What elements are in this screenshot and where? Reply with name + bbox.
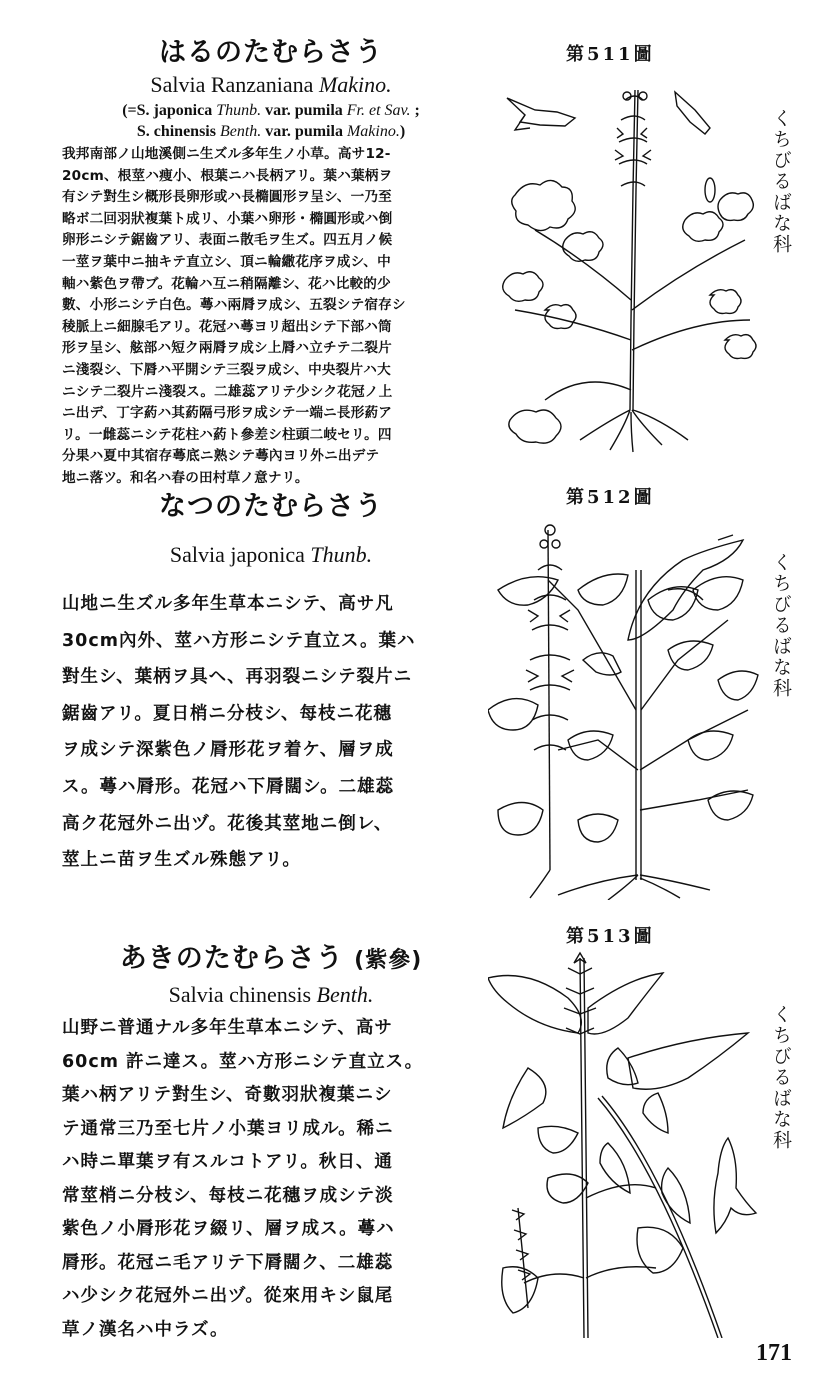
description-line: 我邦南部ノ山地溪側ニ生ズル多年生ノ小草。高サ12- — [62, 146, 391, 162]
family-label: くちびるばな科 — [770, 552, 792, 699]
description-line: 形ヲ呈シ、舷部ハ短ク兩脣ヲ成シ上脣ハ立チテ二裂片 — [62, 340, 392, 357]
kanji-name: (紫參) — [354, 948, 423, 973]
scientific-name — [62, 542, 480, 568]
description-line: 分果ハ夏中其宿存蕚底ニ熟シテ蕚內ヨリ外ニ出デテ — [62, 448, 380, 465]
entry-akinotamurasou — [62, 942, 480, 1347]
scientific-name — [62, 72, 480, 98]
synonym-line — [62, 121, 480, 142]
description-line: 數、小形ニシテ白色。蕚ハ兩脣ヲ成シ、五裂シテ宿存シ — [62, 297, 406, 314]
description-line: 稜脈上ニ細腺毛アリ。花冠ハ蕚ヨリ超出シテ下部ハ筒 — [62, 318, 392, 335]
description-line: 高ク花冠外ニ出ヅ。花後其莖地ニ倒レ、 — [62, 813, 393, 834]
family-label: くちびるばな科 — [770, 1004, 792, 1151]
description — [62, 1012, 480, 1347]
synonym-author: Thunb. — [216, 102, 262, 119]
description-line: 草ノ漢名ハ中ラズ。 — [62, 1319, 229, 1340]
figure-label: 第512圖 — [566, 487, 655, 508]
japanese-name: なつのたむらさう — [159, 491, 383, 522]
synonym-text: S. chinensis — [136, 123, 220, 140]
description-line: 30cm內外、莖ハ方形ニシテ直立ス。葉ハ — [62, 630, 416, 651]
family-label: くちびるばな科 — [770, 108, 792, 255]
figure-label: 第511圖 — [566, 44, 655, 65]
description-line: リ。一雌蕊ニシテ花柱ハ葯ト參差シ柱頭二岐セリ。四 — [62, 426, 392, 443]
description-line: 60cm 許ニ達ス。莖ハ方形ニシテ直立ス。 — [62, 1051, 424, 1072]
japanese-name-row — [62, 942, 480, 978]
author: Benth. — [316, 982, 374, 1007]
description-line: ニ出デ、丁字葯ハ其葯隔弓形ヲ成シテ一端ニ長形葯ア — [62, 405, 393, 422]
figure-label: 第513圖 — [566, 926, 655, 947]
plant-drawing-icon — [488, 510, 763, 900]
japanese-name: はるのたむらさう — [159, 37, 383, 68]
description — [62, 586, 480, 879]
description-line: 紫色ノ小脣形花ヲ綴リ、層ヲ成ス。蕚ハ — [62, 1219, 395, 1239]
description-line: ニ淺裂シ、下脣ハ平開シテ三裂ヲ成シ、中央裂片ハ大 — [62, 361, 391, 378]
description-line: 脣形。花冠ニ毛アリテ下脣闊ク、二雄蕊 — [62, 1252, 394, 1273]
synonym-author: Makino. — [346, 123, 400, 140]
description-line: 有シテ對生シ概形長卵形或ハ長橢圓形ヲ呈シ、一乃至 — [62, 189, 392, 206]
author: Thunb. — [310, 542, 373, 567]
plant-drawing-icon — [488, 948, 768, 1338]
genus-species: Salvia japonica — [169, 542, 305, 567]
description-line: 常莖梢ニ分枝シ、每枝ニ花穗ヲ成シテ淡 — [62, 1185, 394, 1206]
author: Makino. — [318, 72, 392, 97]
description-line: 20cm、根莖ハ痩小、根葉ニハ長柄アリ。葉ハ葉柄ヲ — [62, 167, 393, 184]
synonym-text: (=S. japonica — [122, 102, 217, 119]
description-line: 一莖ヲ葉中ニ抽キテ直立シ、頂ニ輪繖花序ヲ成シ、中 — [62, 253, 391, 270]
description-line: 鋸齒アリ。夏日梢ニ分枝シ、每枝ニ花穗 — [62, 703, 393, 724]
description-line: テ通常三乃至七片ノ小葉ヨリ成ル。稀ニ — [62, 1118, 394, 1139]
scientific-name — [62, 982, 480, 1008]
entry-natsunotamurasou — [62, 490, 480, 879]
plant-illustration-511 — [495, 70, 760, 460]
description-line: 卵形ニシテ鋸齒アリ、表面ニ散毛ヲ生ズ。四五月ノ候 — [62, 232, 393, 249]
page-number: 171 — [756, 1340, 792, 1366]
description-line: 山野ニ普通ナル多年生草本ニシテ、高サ — [62, 1018, 393, 1038]
synonym-text: ) — [399, 123, 406, 140]
description-line: ハ時ニ單葉ヲ有スルコトアリ。秋日、通 — [62, 1152, 393, 1172]
synonym-text: var. pumila — [261, 102, 347, 119]
synonym-text: ; — [410, 102, 420, 119]
description-line: 略ボ二回羽狀複葉ト成リ、小葉ハ卵形・橢圓形或ハ倒 — [62, 210, 393, 227]
description-line: ハ少シク花冠外ニ出ヅ。從來用キシ鼠尾 — [62, 1286, 394, 1306]
synonym-author: Benth. — [219, 123, 262, 140]
synonym-text: var. pumila — [261, 123, 347, 140]
description — [62, 144, 480, 490]
synonym-author: Fr. et Sav. — [346, 102, 411, 119]
genus-species: Salvia chinensis — [168, 982, 312, 1007]
japanese-name: あきのたむらさう — [119, 943, 344, 974]
description-line: 對生シ、葉柄ヲ具ヘ、再羽裂ニシテ裂片ニ — [62, 667, 413, 688]
description-line: 葉ハ柄アリテ對生シ、奇數羽狀複葉ニシ — [62, 1085, 393, 1105]
description-line: 山地ニ生ズル多年生草本ニシテ、高サ凡 — [62, 594, 394, 614]
synonym-line — [62, 100, 480, 121]
description-line: ス。蕚ハ脣形。花冠ハ下脣闊シ。二雄蕊 — [62, 776, 395, 797]
entry-harunotamurasou — [62, 36, 480, 490]
description-line: ヲ成シテ深紫色ノ脣形花ヲ着ケ、層ヲ成 — [62, 740, 394, 761]
plant-illustration-513 — [488, 948, 768, 1338]
genus-species: Salvia Ranzaniana — [150, 72, 314, 97]
description-line: 地ニ落ツ。和名ハ春の田村草ノ意ナリ。 — [62, 469, 309, 486]
description-line: 莖上ニ苗ヲ生ズル殊態アリ。 — [62, 850, 301, 871]
plant-illustration-512 — [488, 510, 763, 900]
description-line: 軸ハ紫色ヲ帶ブ。花輪ハ互ニ稍隔離シ、花ハ比較的少 — [62, 275, 391, 292]
description-line: ニシテ二裂片ニ淺裂ス。二雄蕊アリテ少シク花冠ノ上 — [62, 383, 393, 400]
plant-drawing-icon — [495, 70, 760, 460]
